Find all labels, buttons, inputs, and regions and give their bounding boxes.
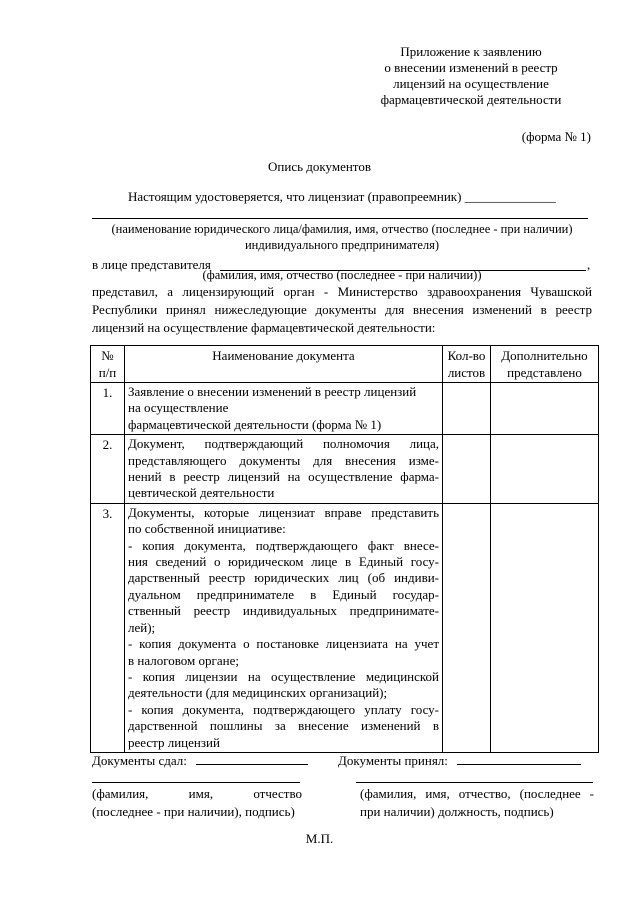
receiver-caption [360, 785, 594, 821]
row-name [125, 383, 443, 435]
header-num-line: № [101, 348, 114, 363]
receiver-caption-line: (фамилия, имя, отчество, (последнее - [360, 786, 594, 801]
header-extra-line: представлено [507, 365, 582, 380]
receiver-name-line[interactable] [356, 782, 593, 783]
submitter-name-line[interactable] [92, 782, 300, 783]
header-qty-line: листов [447, 365, 486, 380]
received-by [338, 752, 581, 769]
row-name-line: в налоговом органе; [128, 652, 239, 668]
row-name-line: представляющего документы для внесения изме- [128, 452, 439, 468]
row-name-line: фармацевтической деятельности (форма № 1) [128, 416, 382, 432]
row-name [125, 503, 443, 752]
row-name-line: дуальном предпринимателе в Единый государ- [128, 586, 439, 602]
appendix-header [351, 44, 591, 108]
row-name-line: Заявление о внесении изменений в реестр лицензий [128, 384, 417, 399]
submitted-label: Документы сдал: [92, 753, 187, 768]
representative-label: в лице представителя [92, 257, 211, 272]
row-qty-cell[interactable] [443, 383, 491, 435]
row-qty-cell[interactable] [443, 503, 491, 752]
certify-text: Настоящим удостоверяется, что лицензиат (правопреемник) ______________ [128, 189, 556, 204]
row-name-line: Документ, подтверждающий полномочия лица, [128, 436, 439, 452]
row-num: 2. [91, 435, 125, 504]
submitted-by [92, 752, 308, 769]
row-name-line: цевтической деятельности [128, 485, 275, 501]
submitter-caption-line: (последнее - при наличии), подпись) [92, 804, 295, 819]
header-num [91, 346, 125, 383]
page-title: Опись документов [268, 159, 371, 174]
licensee-caption [92, 221, 592, 253]
received-signature-line[interactable] [457, 752, 581, 765]
submitter-caption-line: (фамилия, имя, отчество [92, 786, 302, 801]
stamp-place: М.П. [305, 831, 334, 846]
representative-caption: (фамилия, имя, отчество (последнее - при наличии)) [202, 268, 482, 282]
appendix-line: фармацевтической деятельности [380, 92, 562, 107]
submitted-signature-line[interactable] [196, 752, 308, 765]
row-name-line: реестр лицензий [128, 734, 220, 750]
appendix-line: лицензий на осуществление [393, 76, 549, 91]
licensee-caption-line: индивидуального предпринимателя) [244, 238, 440, 252]
table-row [91, 383, 599, 435]
row-name-line: - копия лицензии на осуществление медицинской [128, 668, 439, 684]
row-name-line: ния сведений о юридическом лице в Единый госу- [128, 554, 439, 570]
header-name: Наименование документа [125, 346, 443, 383]
table-row [91, 503, 599, 752]
paragraph-line: лицензий на осуществление фармацевтической деятельности: [92, 320, 436, 335]
row-name-line: дарственный реестр юридических лиц (об индиви- [128, 570, 439, 586]
documents-table [90, 345, 599, 753]
header-extra-line: Дополнительно [501, 348, 588, 363]
form-number: (форма № 1) [521, 129, 591, 144]
row-name-line: нений в реестр лицензий на осуществление фарма- [128, 469, 439, 485]
row-num: 3. [91, 503, 125, 752]
row-name-line: деятельности (для медицинских организаций); [128, 685, 388, 701]
appendix-line: Приложение к заявлению [400, 44, 542, 59]
row-qty-cell[interactable] [443, 435, 491, 504]
row-name-line: - копия документа, подтверждающего факт внесе- [128, 537, 439, 553]
header-qty-line: Кол-во [447, 348, 486, 363]
row-extra-cell[interactable] [491, 383, 599, 435]
row-name-line: - копия документа о постановке лицензиата на учет [128, 636, 439, 652]
row-name-line: - копия документа, подтверждающего уплату госу- [128, 701, 439, 717]
row-extra-cell[interactable] [491, 435, 599, 504]
row-name [125, 435, 443, 504]
header-num-line: п/п [98, 365, 117, 380]
intro-paragraph [92, 283, 592, 337]
row-name-line: на осуществление [128, 400, 229, 416]
licensee-caption-line: (наименование юридического лица/фамилия, имя, отчество (последнее - при наличии) [111, 222, 573, 236]
submitter-caption [92, 785, 302, 821]
paragraph-line: представил, а лицензирующий орган - Министерство здравоохранения Чувашской [92, 284, 592, 299]
licensee-name-line [92, 218, 588, 219]
row-num: 1. [91, 383, 125, 435]
row-name-line: дарственной пошлины за внесение изменений в [128, 718, 439, 734]
appendix-line: о внесении изменений в реестр [384, 60, 558, 75]
received-label: Документы принял: [338, 753, 448, 768]
header-extra [491, 346, 599, 383]
row-name-line: ственный реестр индивидуальных предпринимате- [128, 603, 439, 619]
receiver-caption-line: при наличии) должность, подпись) [360, 804, 554, 819]
paragraph-line: Республики принял нижеследующие документы для внесения изменений в реестр [92, 302, 592, 317]
table-header-row [91, 346, 599, 383]
representative-comma: , [587, 257, 591, 272]
row-extra-cell[interactable] [491, 503, 599, 752]
row-name-line: лей); [128, 619, 156, 635]
row-name-line: по собственной инициативе: [128, 521, 286, 537]
table-row [91, 435, 599, 504]
row-name-line: Документы, которые лицензиат вправе представить [128, 504, 439, 520]
header-qty [443, 346, 491, 383]
